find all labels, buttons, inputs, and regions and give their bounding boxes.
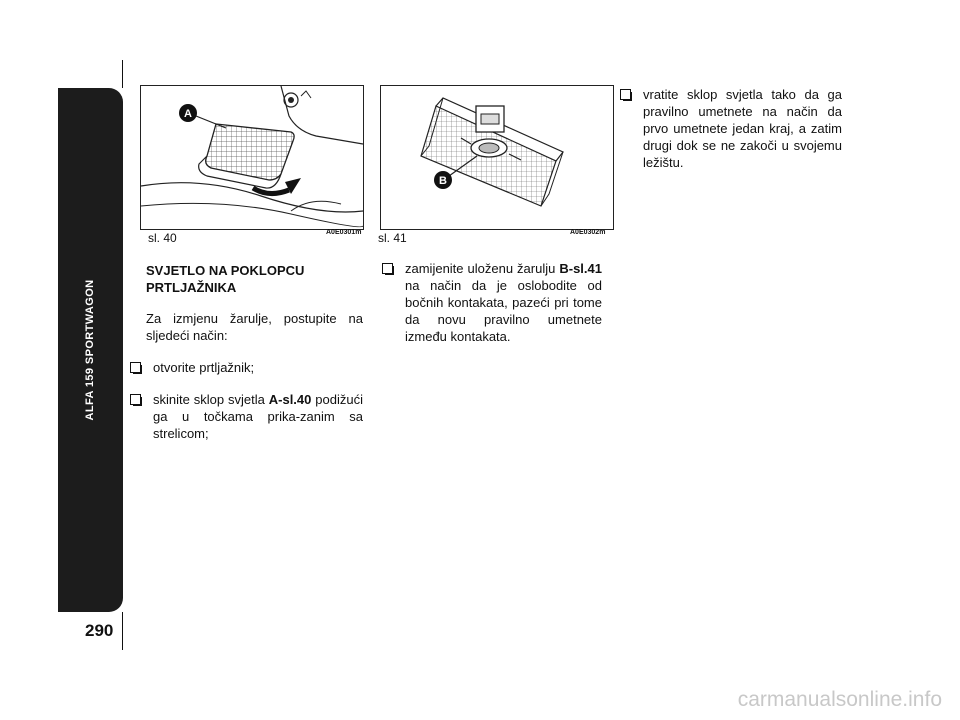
sidebar-title: ALFA 159 SPORTWAGON [84,279,96,421]
trunk-light-illustration [141,86,363,229]
section-heading-line-1: SVJETLO NA POKLOPCU [146,263,305,278]
figure-40-caption: sl. 40 [148,231,177,245]
checkbox-bullet-icon [130,362,141,373]
figure-reference: A-sl.40 [268,392,312,407]
callout-b-label: B [439,175,447,187]
step-2-text: skinite sklop svjetla A-sl.40 podižući ga u točkama prika-zanim sa strelicom; [153,392,363,441]
lamp-housing-illustration [381,86,613,229]
column-3 [620,86,842,171]
figure-reference: B-sl.41 [559,261,602,276]
figure-40-illustration [140,85,364,230]
step-1-text: otvorite prtljažnik; [153,360,255,375]
step-4-text: vratite sklop svjetla tako da ga pravilno umetnete na način da prvo umetnete jedan kraj, a zatim drugi dok se ne zakoči u svojemu ležištu. [643,87,842,170]
section-heading [146,262,363,296]
checkbox-bullet-icon [382,263,393,274]
column-2 [382,260,602,345]
figure-41-code: A0E0302m [570,229,606,236]
crop-mark-bottom [122,612,123,650]
step-2 [130,391,363,442]
section-heading-line-2: PRTLJAŽNIKA [146,280,237,295]
intro-paragraph: Za izmjenu žarulje, postupite na sljedeći način: [146,311,363,343]
checkbox-bullet-icon [130,394,141,405]
step-3 [382,260,602,345]
step-4 [620,86,842,171]
figure-40-code: A0E0301m [326,229,362,236]
callout-a-label: A [184,108,192,120]
crop-mark-top [122,60,123,88]
column-1 [146,262,363,442]
watermark: carmanualsonline.info [737,688,942,711]
page-number: 290 [85,621,114,640]
step-1 [130,359,363,376]
step-3-text: zamijenite uloženu žarulju B-sl.41 na način da je oslobodite od bočnih kontakata, pazeći pri tome da novu pravilno umetnete između kontakata. [405,261,602,344]
figure-41-caption: sl. 41 [378,231,407,245]
figure-41-illustration [380,85,614,230]
checkbox-bullet-icon [620,89,631,100]
